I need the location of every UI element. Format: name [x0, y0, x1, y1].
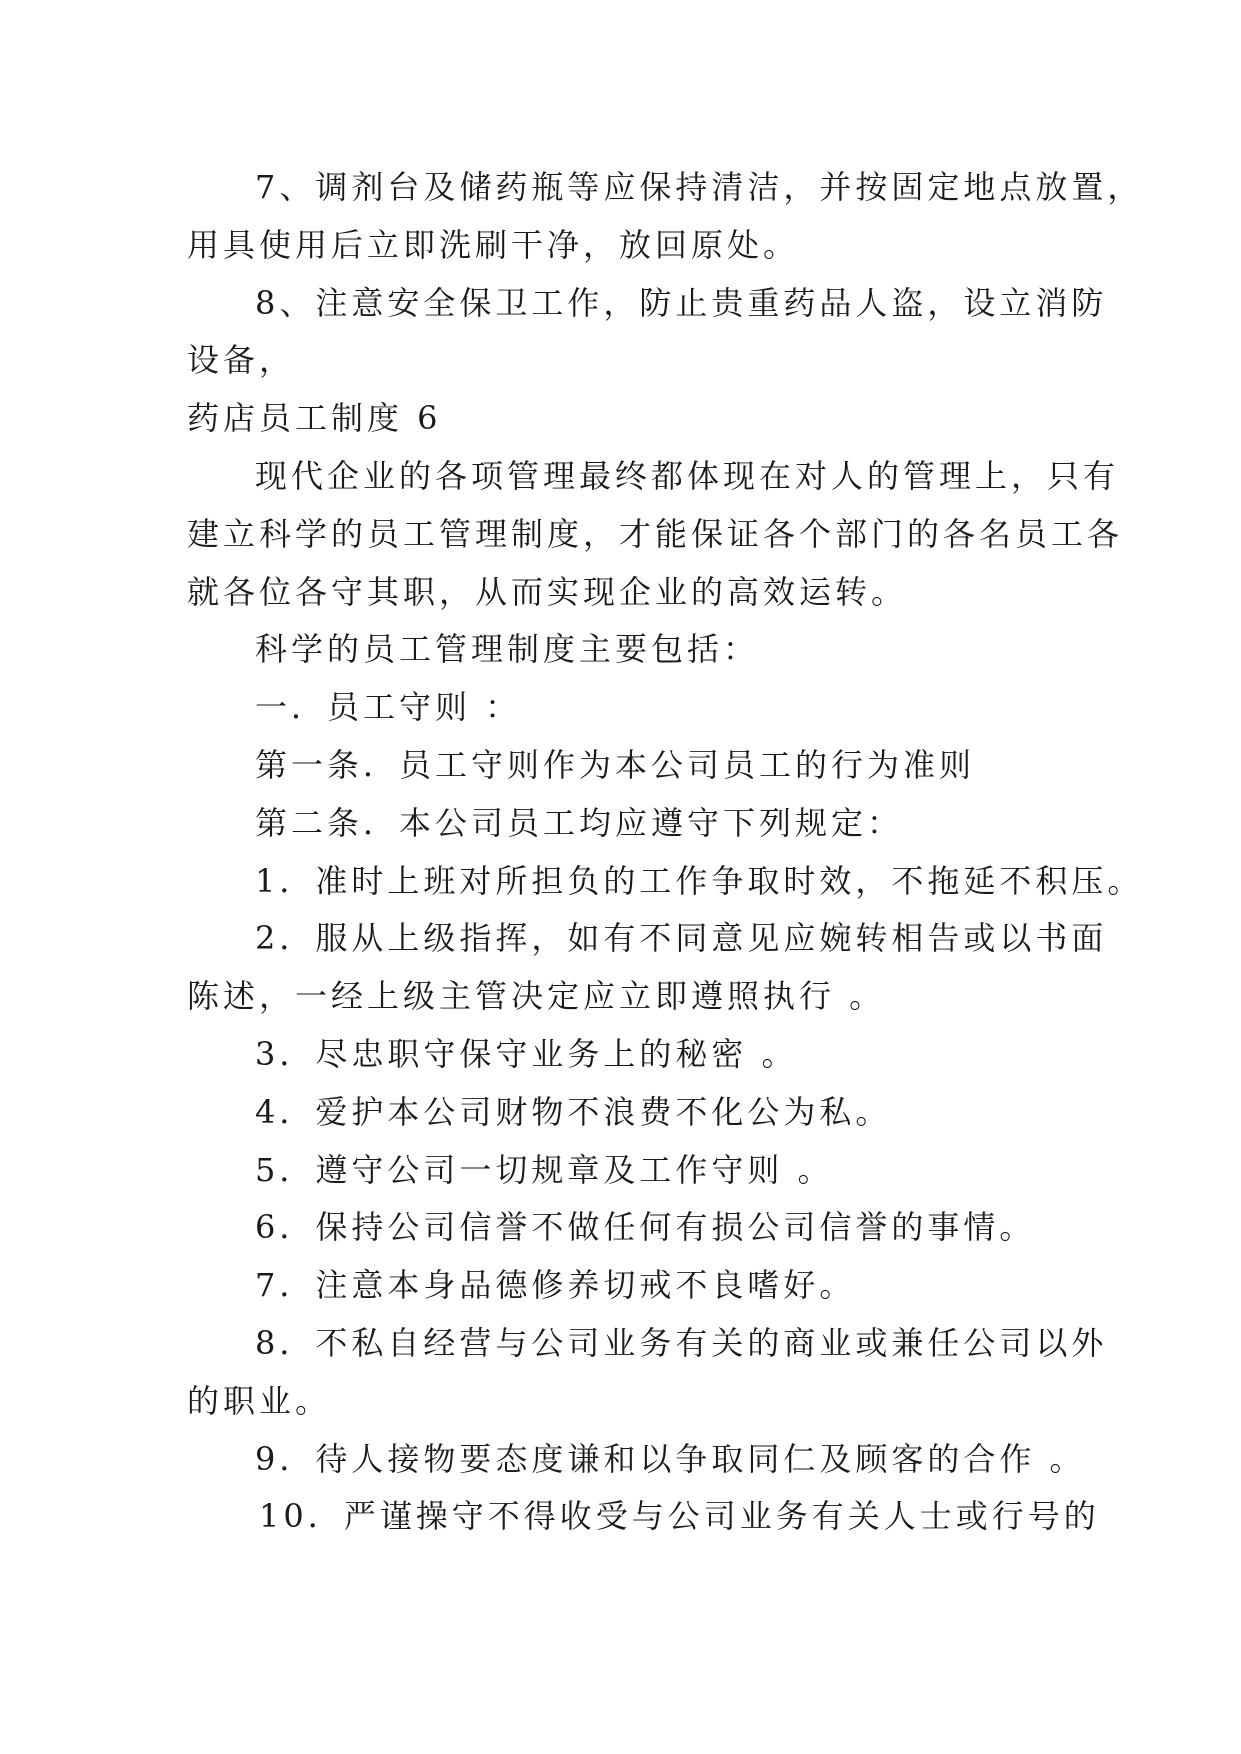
list-item-continuation: 陈述，一经上级主管决定应立即遵照执行 。: [187, 977, 886, 1016]
subsection-heading: 一．员工守则 ：: [255, 688, 522, 727]
paragraph-line: 建立科学的员工管理制度，才能保证各个部门的各名员工各: [187, 514, 1124, 553]
paragraph-line: 7、调剂台及储药瓶等应保持清洁，并按固定地点放置，: [255, 168, 1144, 206]
paragraph-line: 用具使用后立即洗刷干净，放回原处。: [187, 225, 800, 264]
paragraph-line: 设备，: [187, 341, 296, 380]
list-item: 5．遵守公司一切规章及工作守则 。: [255, 1150, 834, 1189]
section-heading: 药店员工制度 6: [187, 399, 442, 438]
list-item: 1．准时上班对所担负的工作争取时效，不拖延不积压。: [255, 861, 1144, 900]
paragraph-line: 科学的员工管理制度主要包括：: [255, 630, 760, 669]
list-item: 4．爱护本公司财物不浪费不化公为私。: [255, 1092, 892, 1131]
list-item-continuation: 的职业。: [187, 1381, 332, 1420]
article-line: 第一条．员工守则作为本公司员工的行为准则: [255, 745, 976, 784]
paragraph-line: 8、注意安全保卫工作，防止贵重药品人盗，设立消防: [255, 283, 1108, 322]
document-body: [187, 159, 1144, 1546]
list-item: 6．保持公司信誉不做任何有损公司信誉的事情。: [255, 1208, 1036, 1247]
list-item: 3．尽忠职守保守业务上的秘密 。: [255, 1034, 798, 1073]
paragraph-line: 现代企业的各项管理最终都体现在对人的管理上，只有: [255, 456, 1120, 495]
list-item: 10．严谨操守不得收受与公司业务有关人士或行号的: [259, 1497, 1100, 1536]
list-item: 7．注意本身品德修养切戒不良嗜好。: [255, 1266, 856, 1305]
list-item: 8．不私自经营与公司业务有关的商业或兼任公司以外: [255, 1323, 1108, 1362]
article-line: 第二条．本公司员工均应遵守下列规定：: [255, 803, 904, 842]
list-item: 9．待人接物要态度谦和以争取同仁及顾客的合作 。: [255, 1439, 1086, 1478]
paragraph-line: 就各位各守其职，从而实现企业的高效运转。: [187, 572, 908, 611]
list-item: 2．服从上级指挥，如有不同意见应婉转相告或以书面: [255, 919, 1108, 958]
